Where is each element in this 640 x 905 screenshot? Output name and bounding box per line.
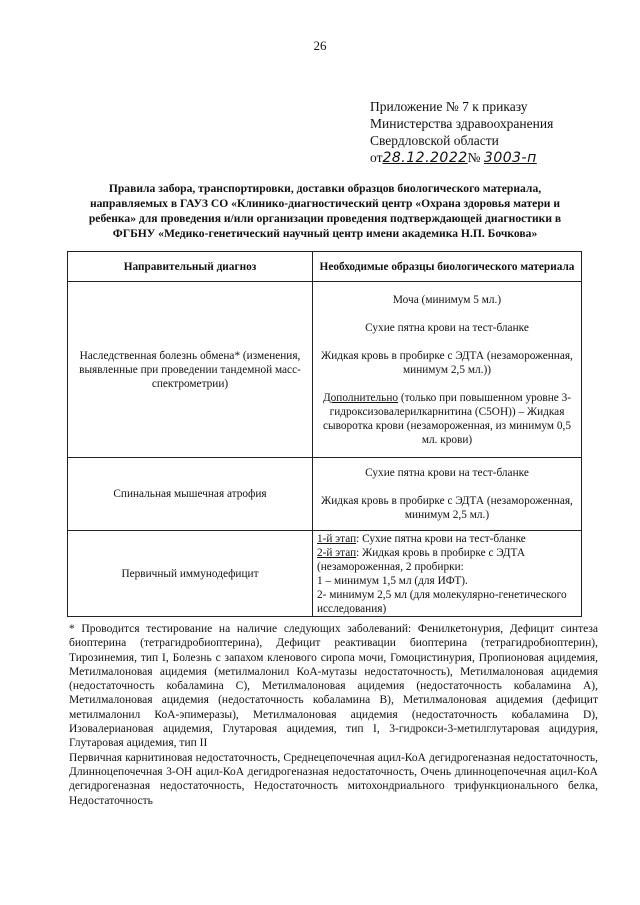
- table-row: [68, 458, 582, 531]
- footnotes: [69, 622, 598, 808]
- document-title: Правила забора, транспортировки, доставки образцов биологического материала, направляемых в ГАУЗ СО «Клинико-диагностический центр «Охрана здоровья матери и ребенка» для проведения и/или организации проведения подтверждающей диагностики в ФГБНУ «Медико-генетический научный центр имени академика Н.П. Бочкова»: [88, 182, 562, 240]
- stage-2-label: 2-й этап: [317, 546, 357, 559]
- samples-cell: [313, 458, 582, 531]
- footnote-diseases: * Проводится тестирование на наличие следующих заболеваний: Фенилкетонурия, Дефицит синтеза биоптерина (тетрагидробиоптерина), Дефицит реактивации биоптерина (тетрагидробиоптерин), Тирозинемия, тип I, Болезнь с запахом кленового сиропа мочи, Гомоцистинурия, Пропионовая ацидемия, Метилмалоновая ацидемия (метилмалонил КоА-мутазы недостаточность), Метилмалоновая ацидемия (недостаточность кобаламина С), Метилмалоновая ацидемия (недостаточность кобаламина А), Метилмалоновая ацидемия (недостаточность кобаламина В), Метилмалоновая ацидемия (дефицит метилмалонил КоА-эпимеразы), Метилмалоновая ацидемия (недостаточность кобаламина D), Изовалериановая ацидемия, Глутаровая ацидемия, тип I, 3-гидрокси-3-метилглутаровая ацидурия, Глутаровая ацидемия, тип II: [69, 623, 598, 750]
- samples-table: [67, 251, 582, 617]
- stage-2: [317, 546, 577, 574]
- appendix-line-1: Приложение № 7 к приказу: [370, 99, 528, 114]
- sample-item: Жидкая кровь в пробирке с ЭДТА (незамороженная, минимум 2,5 мл.)): [321, 349, 573, 376]
- appendix-date-line: [370, 149, 610, 167]
- sample-item: Жидкая кровь в пробирке с ЭДТА (незамороженная, минимум 2,5 мл.): [321, 495, 573, 521]
- table-row: [68, 282, 582, 458]
- sample-item: Сухие пятна крови на тест-бланке: [365, 467, 529, 479]
- diagnosis-cell: Первичный иммунодефицит: [68, 531, 313, 617]
- diagnosis-cell: Спинальная мышечная атрофия: [68, 458, 313, 531]
- date-prefix: от: [370, 150, 383, 165]
- appendix-block: [370, 98, 610, 167]
- stage-2-tube-2: 2- минимум 2,5 мл (для молекулярно-генетического исследования): [317, 588, 567, 615]
- table-header-row: [68, 252, 582, 282]
- additional-label: Дополнительно: [322, 391, 399, 404]
- appendix-line-2: Министерства здравоохранения: [370, 116, 554, 131]
- stage-1: [317, 532, 577, 546]
- handwritten-date: 28.12.2022: [382, 150, 468, 166]
- stage-1-label: 1-й этап: [317, 532, 357, 545]
- stage-1-text: : Сухие пятна крови на тест-бланке: [356, 532, 526, 545]
- header-diagnosis: Направительный диагноз: [68, 252, 313, 282]
- additional-text: (только при повышенном уровне 3-гидроксизовалерилкарнитина (С5ОН)) – Жидкая сыворотка крови (незамороженная, из минимум 0,5 мл. крови): [323, 391, 572, 446]
- diagnosis-cell: Наследственная болезнь обмена* (изменения, выявленные при проведении тандемной масс-спектрометрии): [68, 282, 313, 458]
- header-samples: Необходимые образцы биологического материала: [313, 252, 582, 282]
- samples-cell: [313, 531, 582, 617]
- sample-item: Моча (минимум 5 мл.): [392, 293, 502, 306]
- page-number: 26: [313, 38, 327, 53]
- handwritten-order-number: 3003-п: [483, 150, 537, 166]
- table-row: [68, 531, 582, 617]
- footnote-diseases-continued: Первичная карнитиновая недостаточность, Среднецепочечная ацил-КоА дегидрогеназная недостаточность, Длинноцепочечная 3-ОН ацил-КоА дегидрогеназная недостаточность, Очень длинноцепочечная ацил-КоА дегидрогеназная недостаточность, Недостаточность митохондриального трифункционального белка, Недостаточность: [69, 751, 598, 807]
- sample-item: Сухие пятна крови на тест-бланке: [365, 321, 529, 334]
- stage-2-text: : Жидкая кровь в пробирке с ЭДТА (незамороженная, 2 пробирки:: [317, 546, 525, 573]
- appendix-line-3: Свердловской области: [370, 133, 499, 148]
- additional-sample: [317, 391, 577, 447]
- number-prefix: №: [467, 150, 481, 165]
- stage-2-tube-1: 1 – минимум 1,5 мл (для ИФТ).: [317, 574, 468, 587]
- samples-cell: [313, 282, 582, 458]
